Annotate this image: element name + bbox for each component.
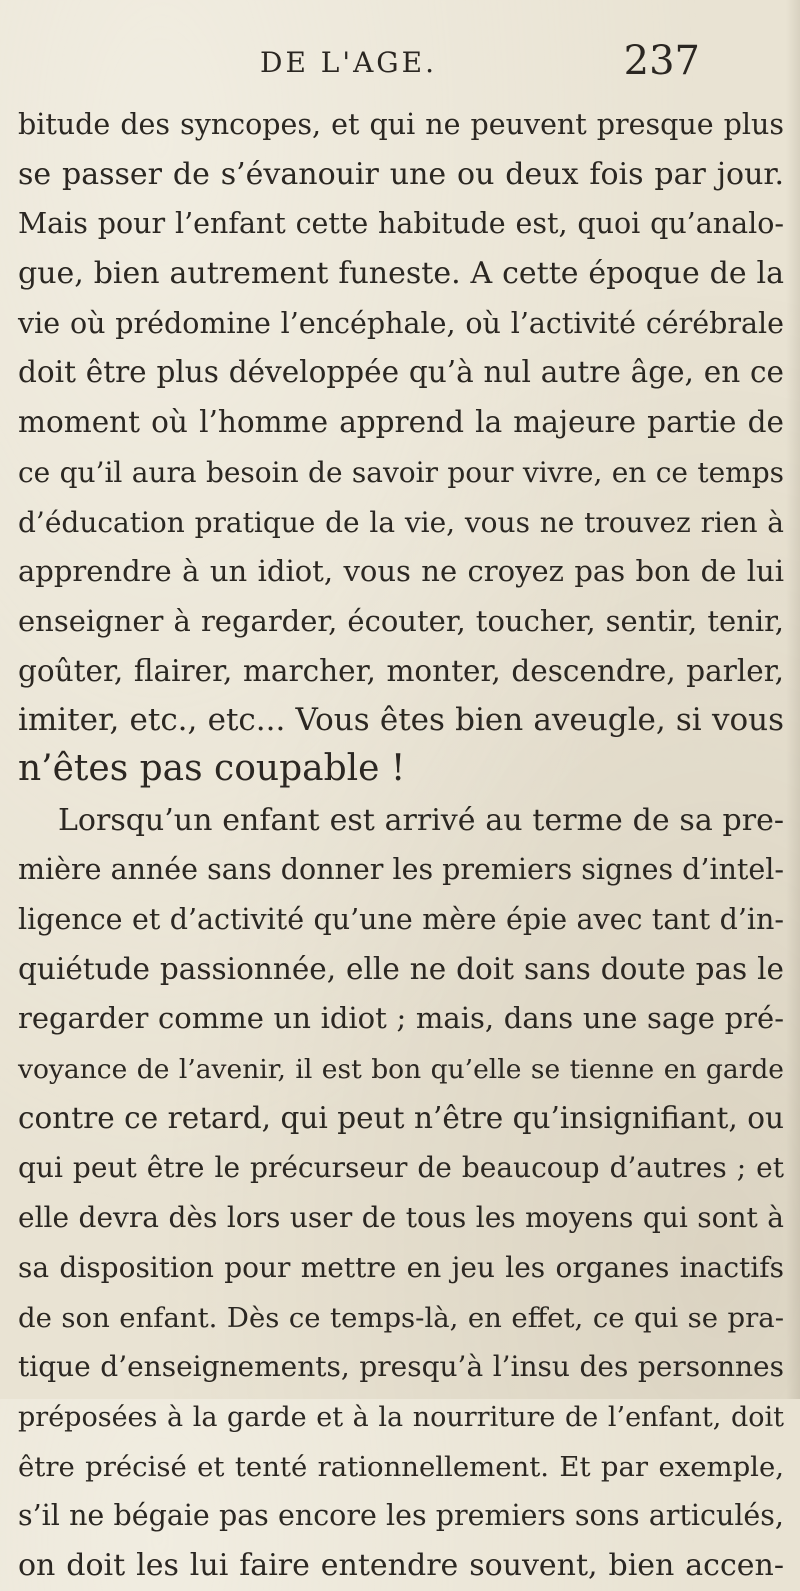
text-line: enseigner à regarder, écouter, toucher, sentir, tenir, [18, 603, 784, 638]
text-line: sa disposition pour mettre en jeu les organes inactifs [18, 1250, 784, 1284]
text-line: tique d’enseignements, presqu’à l’insu des personnes [18, 1350, 784, 1384]
text-line: bitude des syncopes, et qui ne peuvent presque plus [18, 108, 784, 141]
text-line: regarder comme un idiot ; mais, dans une sage pré- [18, 1001, 784, 1036]
text-line: apprendre à un idiot, vous ne croyez pas bon de lui [18, 554, 784, 589]
text-line: qui peut être le précurseur de beaucoup d’autres ; et [18, 1151, 784, 1185]
body-text [18, 98, 790, 1589]
text-line: être précisé et tenté rationnellement. Et par exemple, [18, 1450, 784, 1483]
text-line: moment où l’homme apprend la majeure partie de [18, 405, 784, 440]
page-edge-shadow [786, 0, 800, 1399]
text-line: vie où prédomine l’encéphale, où l’activité cérébrale [18, 306, 784, 340]
text-line: imiter, etc., etc... Vous êtes bien aveugle, si vous [18, 702, 784, 739]
text-line: on doit les lui faire entendre souvent, bien accen- [18, 1547, 784, 1583]
text-line: contre ce retard, qui peut n’être qu’insignifiant, ou [18, 1100, 784, 1135]
text-line: Mais pour l’enfant cette habitude est, quoi qu’analo- [18, 207, 784, 241]
text-line: quiétude passionnée, elle ne doit sans doute pas le [18, 951, 784, 986]
text-line: préposées à la garde et à la nourriture de l’enfant, doit [18, 1401, 784, 1433]
text-line: ligence et d’activité qu’une mère épie avec tant d’in- [18, 903, 784, 936]
text-line: ce qu’il aura besoin de savoir pour vivre, en ce temps [18, 455, 784, 489]
running-head: DE L'AGE. [260, 46, 438, 79]
paragraph-start-line: Lorsqu’un enfant est arrivé au terme de sa pre- [58, 802, 784, 838]
text-line: n’êtes pas coupable ! [18, 747, 406, 789]
text-line: se passer de s’évanouir une ou deux fois par jour. [18, 156, 784, 192]
text-line: de son enfant. Dès ce temps-là, en effet, ce qui se pra- [18, 1301, 784, 1334]
text-line: mière année sans donner les premiers signes d’intel- [18, 853, 784, 887]
text-line: s’il ne bégaie pas encore les premiers sons articulés, [18, 1499, 784, 1533]
text-line: gue, bien autrement funeste. A cette époque de la [18, 256, 784, 292]
page-header [260, 38, 700, 88]
text-line: d’éducation pratique de la vie, vous ne trouvez rien à [18, 505, 784, 539]
text-line: goûter, flairer, marcher, monter, descendre, parler, [18, 653, 784, 688]
page-number: 237 [623, 38, 700, 84]
text-line: voyance de l’avenir, il est bon qu’elle se tienne en garde [18, 1054, 784, 1086]
text-line: doit être plus développée qu’à nul autre âge, en ce [18, 355, 784, 390]
text-line: elle devra dès lors user de tous les moyens qui sont à [18, 1201, 784, 1235]
